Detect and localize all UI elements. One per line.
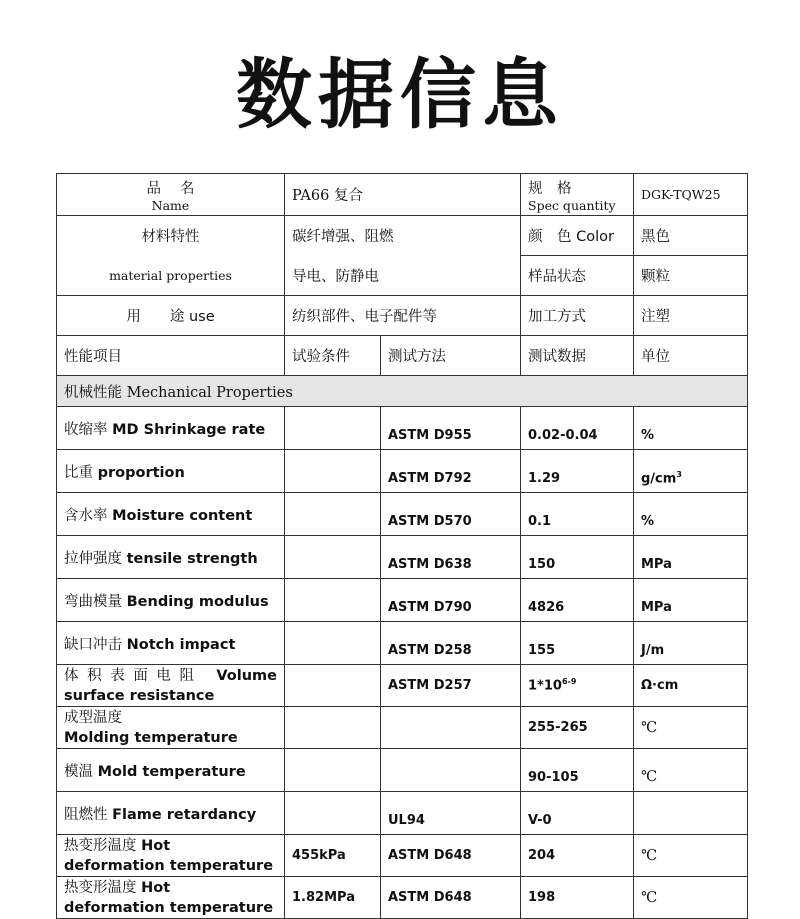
col-header-method: 测试方法 [381, 336, 521, 376]
section-mechanical: 机械性能 Mechanical Properties [57, 376, 748, 407]
table-row-condition [285, 493, 381, 536]
table-row-condition [285, 407, 381, 450]
table-row-value: 1.29 [521, 450, 634, 493]
table-row-method: ASTM D648 [381, 877, 521, 919]
table-row-condition [285, 792, 381, 835]
table-row-unit: Ω·cm [634, 665, 748, 707]
table-row-value: 1*10$^{6-9}$ [521, 665, 634, 707]
table-row-condition: 455kPa [285, 835, 381, 877]
table-row-unit: ℃ [634, 707, 748, 749]
table-row-method [381, 707, 521, 749]
table-row-item: 缺口冲击 Notch impact [57, 622, 285, 665]
table-row-condition [285, 536, 381, 579]
table-row-unit: % [634, 407, 748, 450]
table-row-method: ASTM D570 [381, 493, 521, 536]
table-row-value: 4826 [521, 579, 634, 622]
spec-label-en: Spec quantity [528, 197, 616, 213]
table-row-item: 收缩率 MD Shrinkage rate [57, 407, 285, 450]
table-row-value: 0.02-0.04 [521, 407, 634, 450]
table-row-value: 90-105 [521, 749, 634, 792]
name-label-cell [57, 174, 285, 216]
table-row-value: 155 [521, 622, 634, 665]
table-row-method [381, 749, 521, 792]
material-label-en: material properties [57, 256, 285, 296]
table-row-method: ASTM D792 [381, 450, 521, 493]
table-row-unit: ℃ [634, 749, 748, 792]
table-row-condition [285, 622, 381, 665]
table-row-unit [634, 792, 748, 835]
col-header-unit: 单位 [634, 336, 748, 376]
table-row-condition [285, 749, 381, 792]
spec-value: DGK-TQW25 [634, 174, 748, 216]
table-row-value: V-0 [521, 792, 634, 835]
process-value: 注塑 [634, 296, 748, 336]
col-header-item: 性能项目 [57, 336, 285, 376]
table-row-unit: ℃ [634, 835, 748, 877]
table-row-method: ASTM D257 [381, 665, 521, 707]
material-label-cn: 材料特性 [57, 216, 285, 256]
table-row-unit: J/m [634, 622, 748, 665]
table-row-unit: $g/cm^3$ [634, 450, 748, 493]
table-row-unit: % [634, 493, 748, 536]
color-label: 颜 色 Color [521, 216, 634, 256]
data-table [56, 173, 748, 919]
product-name: PA66 复合 [285, 174, 521, 216]
table-row-value: 150 [521, 536, 634, 579]
process-label: 加工方式 [521, 296, 634, 336]
table-row-condition [285, 450, 381, 493]
table-row-unit: MPa [634, 579, 748, 622]
table-row-value: 204 [521, 835, 634, 877]
col-header-condition: 试验条件 [285, 336, 381, 376]
table-row-item: 模温 Mold temperature [57, 749, 285, 792]
table-row-method: UL94 [381, 792, 521, 835]
feature-1: 碳纤增强、阻燃 [285, 216, 521, 256]
table-row-item: 含水率 Moisture content [57, 493, 285, 536]
page-title: 数据信息 [236, 50, 564, 139]
table-row-item: 成型温度 Molding temperature [57, 707, 285, 749]
feature-2: 导电、防静电 [285, 256, 521, 296]
table-row-unit: MPa [634, 536, 748, 579]
table-row-method: ASTM D955 [381, 407, 521, 450]
table-row-condition [285, 665, 381, 707]
use-value: 纺织部件、电子配件等 [285, 296, 521, 336]
table-row-method: ASTM D790 [381, 579, 521, 622]
state-label: 样品状态 [521, 256, 634, 296]
table-row-method: ASTM D638 [381, 536, 521, 579]
name-label-en: Name [151, 197, 190, 213]
table-row-method: ASTM D648 [381, 835, 521, 877]
table-row-item: 体 积 表 面 电 阻 Volume surface resistance [57, 665, 285, 707]
table-row-value: 255-265 [521, 707, 634, 749]
table-row-unit: ℃ [634, 877, 748, 919]
state-value: 颗粒 [634, 256, 748, 296]
table-row-item: 阻燃性 Flame retardancy [57, 792, 285, 835]
table-row-item: 热变形温度 Hot deformation temperature [57, 877, 285, 919]
color-value: 黑色 [634, 216, 748, 256]
table-row-item: 热变形温度 Hot deformation temperature [57, 835, 285, 877]
spec-label-cn: 规 格 [528, 180, 572, 197]
use-label: 用 途 use [57, 296, 285, 336]
col-header-data: 测试数据 [521, 336, 634, 376]
table-row-item: 弯曲模量 Bending modulus [57, 579, 285, 622]
table-row-condition [285, 579, 381, 622]
table-row-condition [285, 707, 381, 749]
table-row-value: 198 [521, 877, 634, 919]
table-row-item: 拉伸强度 tensile strength [57, 536, 285, 579]
name-label-cn: 品 名 [146, 180, 195, 197]
table-row-item: 比重 proportion [57, 450, 285, 493]
table-row-value: 0.1 [521, 493, 634, 536]
spec-label-cell [521, 174, 634, 216]
table-row-method: ASTM D258 [381, 622, 521, 665]
table-row-condition: 1.82MPa [285, 877, 381, 919]
